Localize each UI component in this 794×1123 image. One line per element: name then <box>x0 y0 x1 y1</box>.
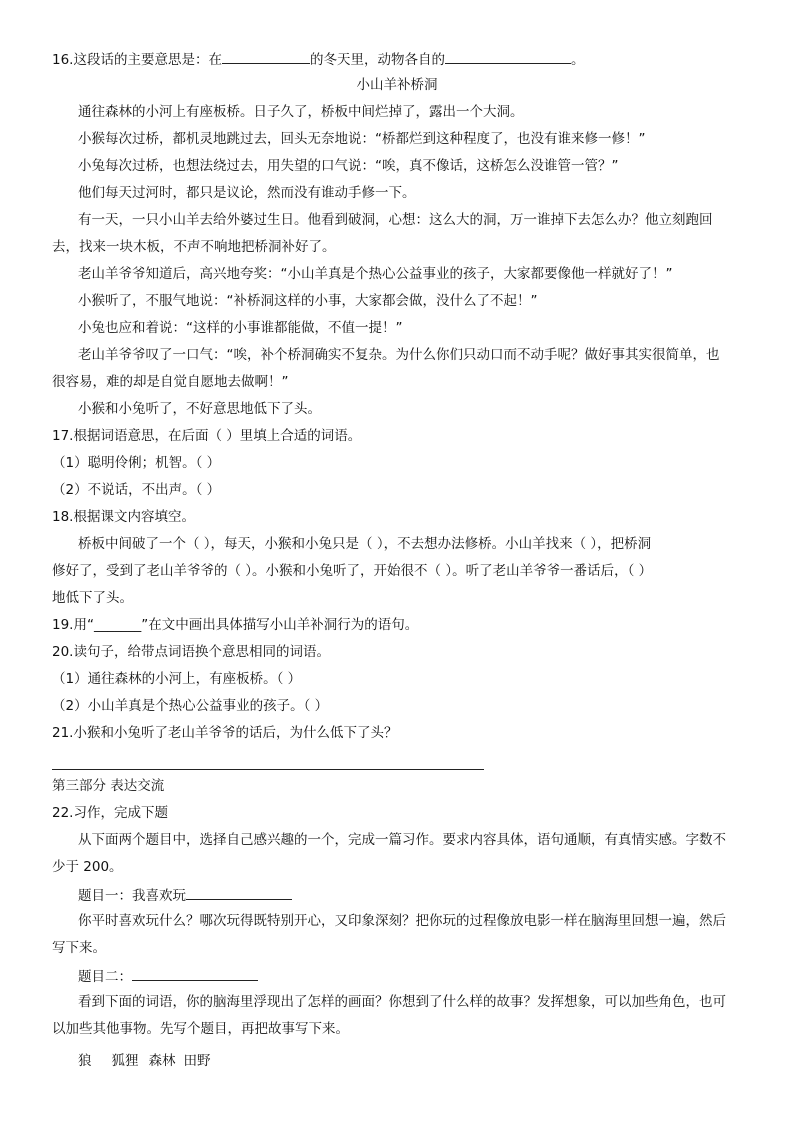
topic-1-desc: 写下来。 <box>52 940 106 956</box>
q22-intro: 少于 200。 <box>52 859 123 875</box>
question-20: 20.读句子，给带点词语换个意思相同的词语。 <box>52 644 330 660</box>
story-paragraph: 小猴和小兔听了，不好意思地低下了头。 <box>78 401 321 417</box>
story-paragraph: 小兔每次过桥，也想法绕过去，用失望的口气说：“唉，真不像话，这桥怎么没谁管一管？” <box>78 158 619 174</box>
story-paragraph: 小猴每次过桥，都机灵地跳过去，回头无奈地说：“桥都烂到这种程度了，也没有谁来修一修！” <box>78 131 646 147</box>
story-paragraph: 老山羊爷爷叹了一口气：“唉，补个桥洞确实不复杂。为什么你们只动口而不动手呢？做好事其实很简单，也 <box>78 347 720 363</box>
question-17: 17.根据词语意思，在后面（ ）里填上合适的词语。 <box>52 428 362 444</box>
question-21: 21.小猴和小兔听了老山羊爷爷的话后，为什么低下了头？ <box>52 725 398 741</box>
q20-item: （2）小山羊真是个热心公益事业的孩子。（ ） <box>52 698 329 714</box>
q17-item: （2）不说话，不出声。（ ） <box>52 482 221 498</box>
word-item: 狼 <box>78 1053 92 1069</box>
answer-blank[interactable] <box>222 49 310 64</box>
q18-line: 桥板中间破了一个（ ），每天，小猴和小兔只是（ ），不去想办法修桥。小山羊找来（ ），把桥洞 <box>78 536 652 552</box>
q20-item: （1）通往森林的小河上，有座板桥。（ ） <box>52 671 302 687</box>
question-16 <box>52 49 794 69</box>
q18-line: 修好了，受到了老山羊爷爷的（ ）。小猴和小兔听了，开始很不（ ）。听了老山羊爷爷一番话后，（ ） <box>52 563 653 579</box>
topic-2-desc: 看到下面的词语，你的脑海里浮现出了怎样的画面？你想到了什么样的故事？发挥想象，可以加些角色，也可 <box>78 994 726 1010</box>
topic-2 <box>78 966 794 986</box>
q16-prefix: 16.这段话的主要意思是：在 <box>52 52 222 68</box>
section-heading: 第三部分 表达交流 <box>52 778 165 794</box>
question-18: 18.根据课文内容填空。 <box>52 509 195 525</box>
q16-suffix: 。 <box>570 52 585 68</box>
story-paragraph: 有一天，一只小山羊去给外婆过生日。他看到破洞，心想：这么大的洞，万一谁掉下去怎么办？他立刻跑回 <box>78 212 713 228</box>
q22-intro: 从下面两个题目中，选择自己感兴趣的一个，完成一篇习作。要求内容具体，语句通顺，有真情实感。字数不 <box>78 832 726 848</box>
story-paragraph: 去，找来一块木板，不声不响地把桥洞补好了。 <box>52 239 336 255</box>
story-paragraph: 通往森林的小河上有座板桥。日子久了，桥板中间烂掉了，露出一个大洞。 <box>78 104 524 120</box>
story-paragraph: 他们每天过河时，都只是议论，然而没有谁动手修一下。 <box>78 185 416 201</box>
answer-line[interactable] <box>52 769 484 770</box>
question-19: 19.用“_______”在文中画出具体描写小山羊补洞行为的语句。 <box>52 617 419 633</box>
word-item: 狐狸 <box>111 1053 139 1069</box>
topic-1-label: 题目一：我喜欢玩 <box>78 888 186 904</box>
story-title: 小山羊补桥洞 <box>356 77 438 93</box>
q18-line: 地低下了头。 <box>52 590 133 606</box>
story-paragraph: 很容易，难的却是自觉自愿地去做啊！” <box>52 374 289 390</box>
q17-item: （1）聪明伶俐；机智。（ ） <box>52 455 221 471</box>
word-item: 田野 <box>183 1053 211 1069</box>
word-list <box>78 1052 794 1070</box>
story-paragraph: 小猴听了，不服气地说：“补桥洞这样的小事，大家都会做，没什么了不起！” <box>78 293 538 309</box>
q16-middle: 的冬天里，动物各自的 <box>309 52 445 68</box>
topic-1 <box>78 885 794 905</box>
topic-1-desc: 你平时喜欢玩什么？哪次玩得既特别开心，又印象深刻？把你玩的过程像放电影一样在脑海里回想一遍，然后 <box>78 913 726 929</box>
word-item: 森林 <box>148 1053 176 1069</box>
topic-1-blank[interactable] <box>186 885 292 900</box>
topic-2-label: 题目二： <box>78 969 132 985</box>
story-paragraph: 老山羊爷爷知道后，高兴地夸奖：“小山羊真是个热心公益事业的孩子，大家都要像他一样就好了！” <box>78 266 673 282</box>
answer-blank[interactable] <box>445 49 571 64</box>
question-22: 22.习作，完成下题 <box>52 805 168 821</box>
topic-2-desc: 以加些其他事物。先写个题目，再把故事写下来。 <box>52 1021 349 1037</box>
story-paragraph: 小兔也应和着说：“这样的小事谁都能做，不值一提！” <box>78 320 403 336</box>
topic-2-blank[interactable] <box>132 966 258 981</box>
